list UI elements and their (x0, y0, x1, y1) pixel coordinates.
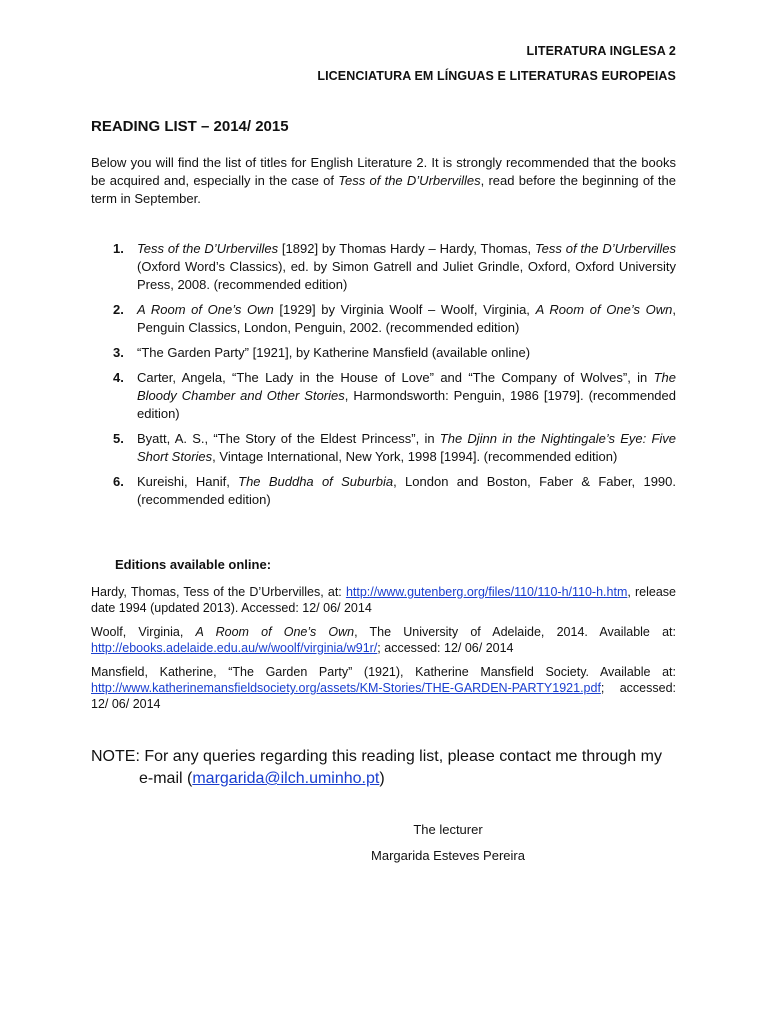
intro-text-emphasis: Tess of the D’Urbervilles (338, 173, 481, 188)
italic-title: A Room of One’s Own (535, 302, 673, 317)
reading-list-item (91, 240, 676, 294)
edition-entry-woolf (91, 624, 676, 656)
text-run: ; accessed: 12/ 06/ 2014 (91, 681, 676, 711)
item-number: 4. (113, 370, 124, 385)
text-run: Woolf, Virginia, (91, 625, 196, 639)
text-run: , Penguin Classics, London, Penguin, 2002. (recommended edition) (137, 302, 676, 335)
text-run: [1929] by Virginia Woolf – Woolf, Virginia, (273, 302, 536, 317)
italic-title: Tess of the D’Urbervilles (137, 241, 279, 256)
url-link[interactable]: http://ebooks.adelaide.edu.au/w/woolf/virginia/w91r/ (91, 641, 378, 655)
text-run: , release date 1994 (updated 2013). Accessed: 12/ 06/ 2014 (91, 585, 676, 615)
text-run: ; accessed: 12/ 06/ 2014 (377, 641, 514, 655)
item-number: 6. (113, 474, 124, 489)
reading-list-item (91, 301, 676, 337)
text-run: Carter, Angela, “The Lady in the House of Love” and “The Company of Wolves”, in (137, 370, 654, 385)
text-run: , London and Boston, Faber & Faber, 1990. (recommended edition) (137, 474, 677, 507)
reading-list (91, 240, 676, 516)
note-line-1: NOTE: For any queries regarding this reading list, please contact me through my (91, 748, 662, 765)
item-number: 2. (113, 302, 124, 317)
edition-entry-hardy (91, 584, 676, 616)
signature-role: The lecturer (413, 822, 483, 837)
note-email-prefix: e-mail ( (139, 770, 193, 787)
text-run: Kureishi, Hanif, (137, 474, 239, 489)
text-run: (Oxford Word’s Classics), ed. by Simon Gatrell and Juliet Grindle, Oxford, Oxford University Press, 2008. (recommended edition) (137, 259, 676, 292)
reading-list-title: READING LIST – 2014/ 2015 (91, 118, 289, 135)
email-link[interactable]: margarida@ilch.uminho.pt (192, 770, 380, 787)
contact-note (91, 746, 681, 790)
intro-text-before: Below you will find the list of titles for English Literature 2. It is strongly recommended that the books be acquired and, especially in the case of (91, 155, 676, 188)
editions-heading: Editions available online: (115, 557, 272, 572)
text-run: Byatt, A. S., “The Story of the Eldest Princess”, in (137, 431, 440, 446)
text-run: , Vintage International, New York, 1998 [1994]. (recommended edition) (212, 449, 618, 464)
item-number: 1. (113, 241, 124, 256)
italic-title: The Djinn in the Nightingale’s Eye: Five Short Stories (137, 431, 676, 464)
text-run: Hardy, Thomas, Tess of the D’Urbervilles, at: (91, 585, 346, 599)
item-number: 5. (113, 431, 124, 446)
reading-list-item (91, 430, 676, 466)
reading-list-item (91, 344, 676, 362)
text-run: “The Garden Party” [1921], by Katherine Mansfield (available online) (137, 345, 531, 360)
intro-paragraph (91, 154, 676, 208)
degree-title: LICENCIATURA EM LÍNGUAS E LITERATURAS EUROPEIAS (317, 69, 676, 83)
signature-name: Margarida Esteves Pereira (371, 848, 525, 863)
reading-list-item (91, 473, 676, 509)
text-run: , Harmondsworth: Penguin, 1986 [1979]. (recommended edition) (137, 388, 676, 421)
item-number: 3. (113, 345, 124, 360)
italic-title: Tess of the D’Urbervilles (534, 241, 677, 256)
italic-title: A Room of One’s Own (137, 302, 274, 317)
text-run: [1892] by Thomas Hardy – Hardy, Thomas, (278, 241, 535, 256)
reading-list-item (91, 369, 676, 423)
course-title: LITERATURA INGLESA 2 (526, 44, 676, 58)
italic-title: The Bloody Chamber and Other Stories (137, 370, 676, 403)
url-link[interactable]: http://www.gutenberg.org/files/110/110-h/110-h.htm (345, 585, 628, 599)
text-run: , The University of Adelaide, 2014. Available at: (354, 625, 676, 639)
text-run: Mansfield, Katherine, “The Garden Party” (1921), Katherine Mansfield Society. Available at: (91, 665, 676, 679)
edition-entry-mansfield (91, 664, 676, 712)
note-email-suffix: ) (379, 770, 385, 787)
italic-title: A Room of One’s Own (195, 625, 355, 639)
note-line-2 (91, 768, 681, 790)
italic-title: The Buddha of Suburbia (238, 474, 394, 489)
intro-text-after: , read before the beginning of the term in September. (91, 173, 676, 206)
url-link[interactable]: http://www.katherinemansfieldsociety.org/assets/KM-Stories/THE-GARDEN-PARTY1921.pdf (91, 681, 601, 695)
